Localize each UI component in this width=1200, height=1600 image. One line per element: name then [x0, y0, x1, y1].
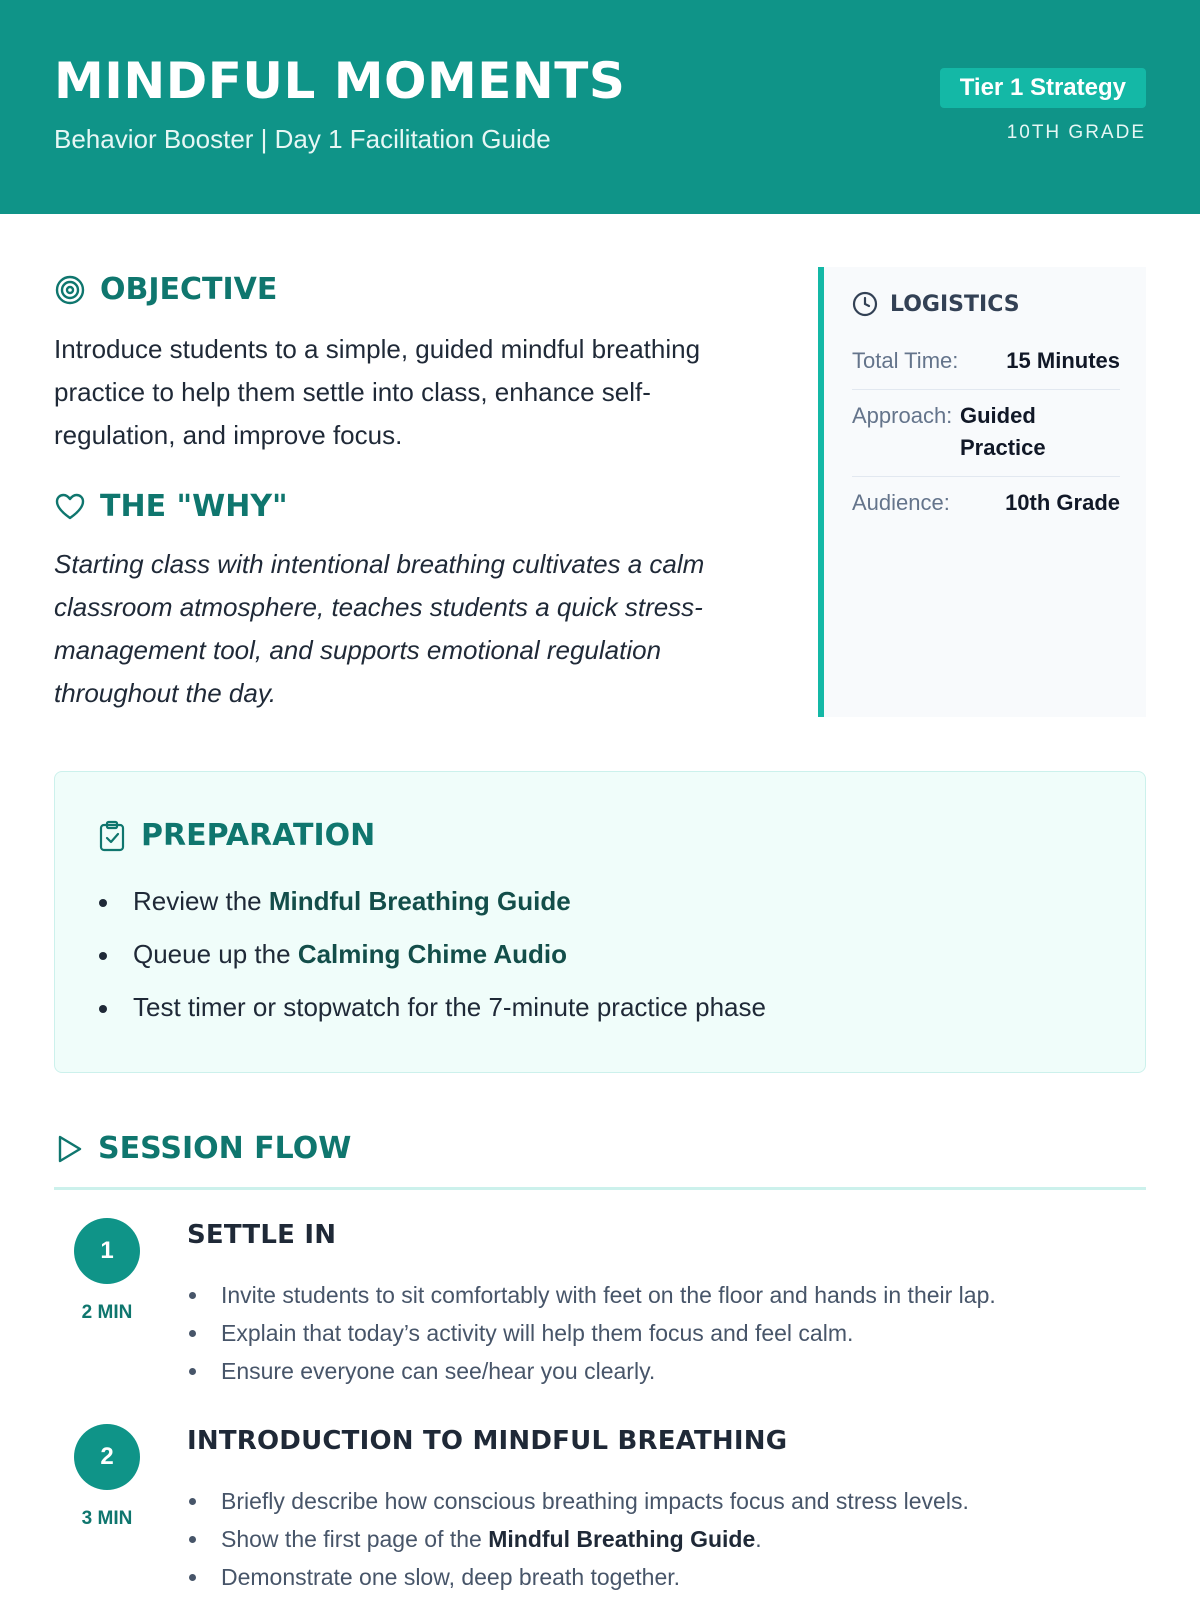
list-item: Test timer or stopwatch for the 7-minute practice phase [97, 990, 766, 1024]
target-icon [54, 274, 86, 306]
heart-icon [54, 491, 86, 523]
list-item: Queue up the Calming Chime Audio [97, 937, 766, 971]
section-divider [54, 1187, 1146, 1190]
logistics-label: Audience: [852, 490, 950, 515]
step-duration: 2 MIN [81, 1302, 133, 1323]
preparation-list [97, 884, 766, 1043]
page-title: MINDFUL MOMENTS [54, 52, 626, 110]
clipboard-check-icon [97, 820, 127, 852]
list-item: Briefly describe how conscious breathing impacts focus and stress levels. [187, 1482, 969, 1520]
play-icon [54, 1133, 84, 1165]
objective-text: Introduce students to a simple, guided mindful breathing practice to help them settle into class, enhance self-regulation, and improve focus. [54, 334, 701, 450]
page-subtitle: Behavior Booster | Day 1 Facilitation Guide [54, 124, 551, 154]
logistics-row-approach [852, 390, 1120, 477]
list-item: Review the Mindful Breathing Guide [97, 884, 766, 918]
why-text: Starting class with intentional breathing cultivates a calm classroom atmosphere, teaches students a quick stress-management tool, and supports emotional regulation throughout the day. [54, 549, 705, 708]
step-title: INTRODUCTION TO MINDFUL BREATHING [187, 1426, 788, 1456]
objective-heading-text: OBJECTIVE [100, 272, 278, 307]
logistics-value: 15 Minutes [1006, 348, 1120, 373]
logistics-panel [818, 267, 1146, 717]
logistics-row-audience [852, 477, 1120, 531]
why-heading-text: THE "WHY" [100, 489, 288, 524]
list-item: Show the first page of the Mindful Breathing Guide. [187, 1520, 969, 1558]
session-flow-heading-text: SESSION FLOW [98, 1131, 352, 1166]
why-heading [54, 489, 288, 524]
step-number: 1 [74, 1218, 140, 1284]
page-header [0, 0, 1200, 214]
list-item: Explain that today’s activity will help them focus and feel calm. [187, 1314, 996, 1352]
list-item: Demonstrate one slow, deep breath together. [187, 1558, 969, 1596]
list-item: Invite students to sit comfortably with feet on the floor and hands in their lap. [187, 1276, 996, 1314]
list-item: Ensure everyone can see/hear you clearly. [187, 1352, 996, 1390]
step-number: 2 [74, 1424, 140, 1490]
preparation-heading-text: PREPARATION [141, 818, 376, 853]
step-duration: 3 MIN [81, 1508, 133, 1529]
session-flow-heading [54, 1131, 351, 1166]
step-bullets [187, 1276, 996, 1390]
logistics-heading [852, 291, 1120, 317]
logistics-label: Total Time: [852, 348, 959, 373]
logistics-value: Guided Practice [960, 403, 1046, 460]
logistics-heading-text: LOGISTICS [890, 291, 1020, 317]
preparation-heading [97, 818, 375, 853]
clock-icon [852, 291, 878, 317]
tier-badge: Tier 1 Strategy [940, 68, 1146, 108]
logistics-row-time [852, 335, 1120, 390]
step-title: SETTLE IN [187, 1220, 337, 1250]
grade-label: 10TH GRADE [1006, 122, 1146, 143]
objective-heading [54, 272, 277, 307]
step-bullets [187, 1482, 969, 1596]
preparation-box [54, 771, 1146, 1073]
logistics-value: 10th Grade [1005, 490, 1120, 515]
logistics-label: Approach: [852, 403, 953, 428]
